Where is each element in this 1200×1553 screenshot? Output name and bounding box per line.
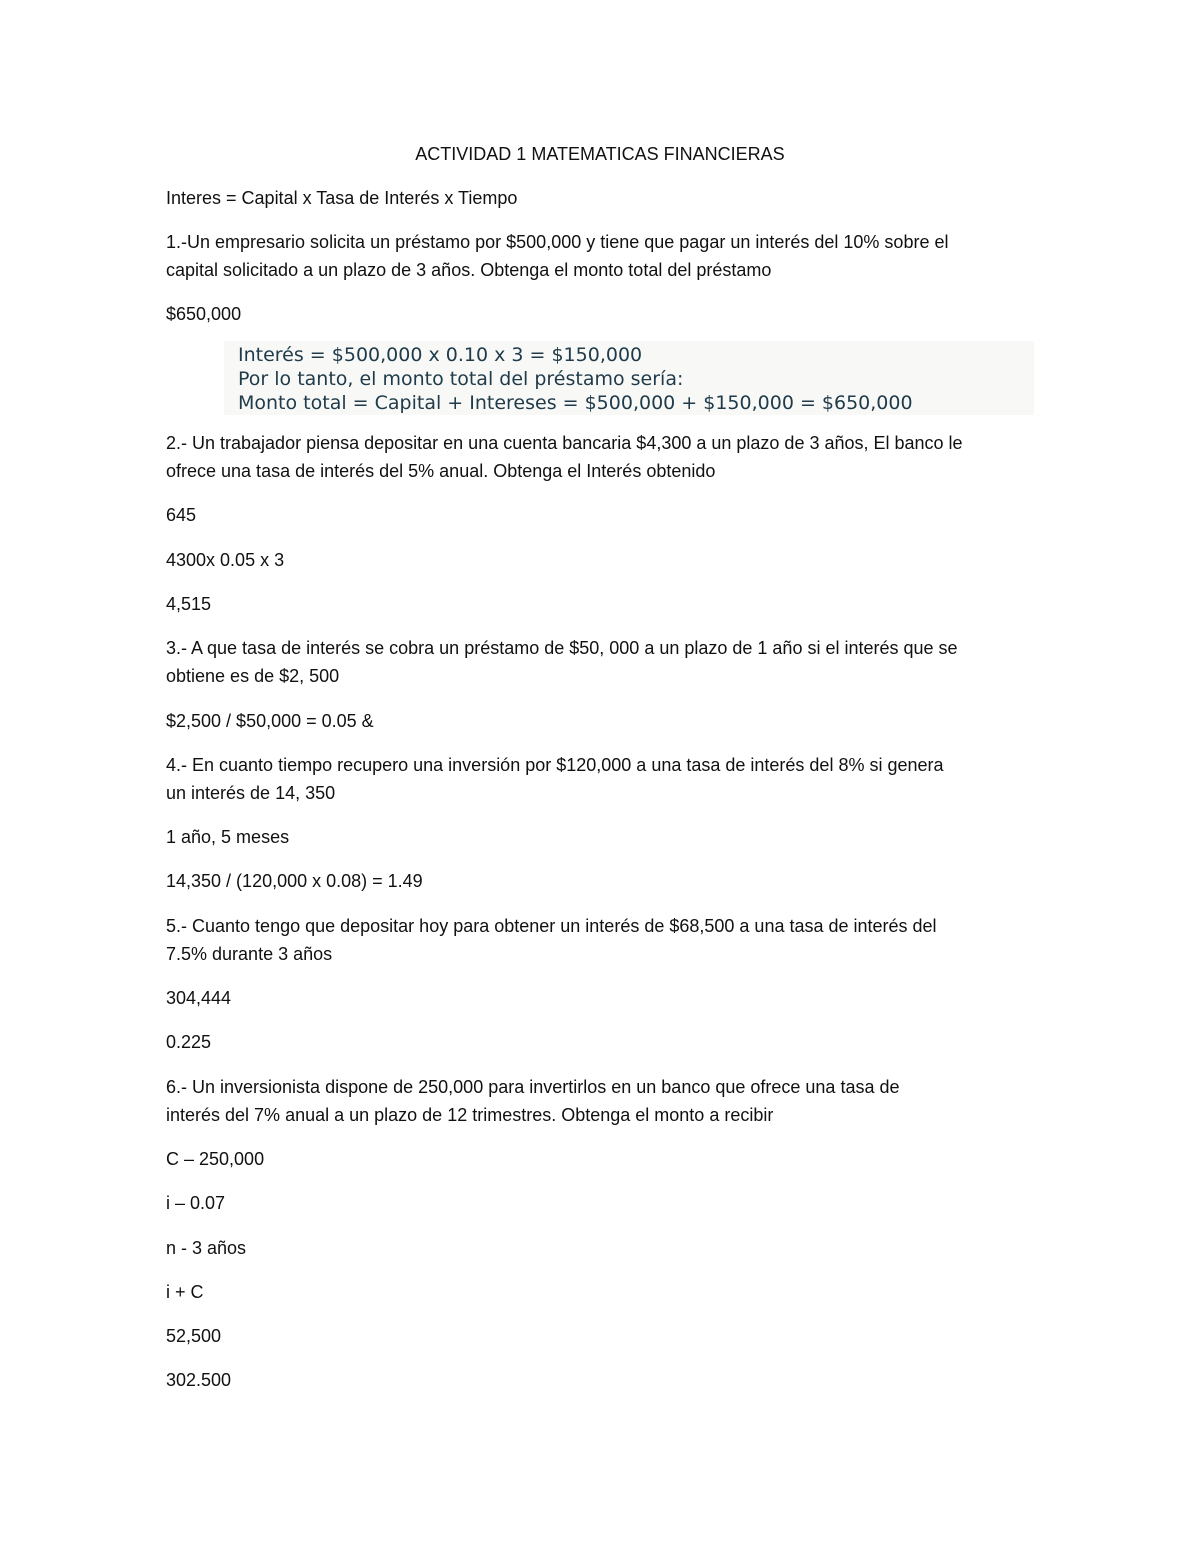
question-2-answer-2: 4300x 0.05 x 3 bbox=[166, 550, 285, 570]
question-3-line-2: obtiene es de $2, 500 bbox=[166, 666, 340, 686]
question-6-line-2: interés del 7% anual a un plazo de 12 trimestres. Obtenga el monto a recibir bbox=[166, 1105, 774, 1125]
question-2-line-2: ofrece una tasa de interés del 5% anual. Obtenga el Interés obtenido bbox=[166, 461, 716, 481]
question-4-answer-2: 14,350 / (120,000 x 0.08) = 1.49 bbox=[166, 871, 423, 891]
explanation-line-3: Monto total = Capital + Intereses = $500,000 + $150,000 = $650,000 bbox=[238, 392, 913, 414]
question-3-answer: $2,500 / $50,000 = 0.05 & bbox=[166, 711, 374, 731]
document-title: ACTIVIDAD 1 MATEMATICAS FINANCIERAS bbox=[415, 144, 785, 164]
explanation-line-2: Por lo tanto, el monto total del préstamo sería: bbox=[238, 368, 684, 390]
question-4-line-1: 4.- En cuanto tiempo recupero una inversión por $120,000 a una tasa de interés del 8% si genera bbox=[166, 755, 944, 775]
question-5-answer-1: 304,444 bbox=[166, 988, 232, 1008]
question-6-answer-4: i + C bbox=[166, 1282, 204, 1302]
question-1-line-1: 1.-Un empresario solicita un préstamo por $500,000 y tiene que pagar un interés del 10% sobre el bbox=[166, 232, 949, 252]
formula-line: Interes = Capital x Tasa de Interés x Tiempo bbox=[166, 188, 518, 208]
question-3-line-1: 3.- A que tasa de interés se cobra un préstamo de $50, 000 a un plazo de 1 año si el interés que se bbox=[166, 638, 958, 658]
question-1-line-2: capital solicitado a un plazo de 3 años. Obtenga el monto total del préstamo bbox=[166, 260, 772, 280]
question-2-answer-1: 645 bbox=[166, 505, 197, 525]
question-6-answer-5: 52,500 bbox=[166, 1326, 222, 1346]
question-2-answer-3: 4,515 bbox=[166, 594, 212, 614]
question-5-line-2: 7.5% durante 3 años bbox=[166, 944, 333, 964]
question-5-answer-2: 0.225 bbox=[166, 1032, 212, 1052]
question-1-answer: $650,000 bbox=[166, 304, 242, 324]
question-4-line-2: un interés de 14, 350 bbox=[166, 783, 336, 803]
question-5-line-1: 5.- Cuanto tengo que depositar hoy para obtener un interés de $68,500 a una tasa de interés del bbox=[166, 916, 937, 936]
question-6-answer-1: C – 250,000 bbox=[166, 1149, 265, 1169]
question-6-answer-2: i – 0.07 bbox=[166, 1193, 226, 1213]
question-6-line-1: 6.- Un inversionista dispone de 250,000 para invertirlos en un banco que ofrece una tasa de bbox=[166, 1077, 900, 1097]
question-1-explanation-box bbox=[224, 341, 1034, 415]
question-4-answer-1: 1 año, 5 meses bbox=[166, 827, 290, 847]
question-2-line-1: 2.- Un trabajador piensa depositar en una cuenta bancaria $4,300 a un plazo de 3 años, El banco le bbox=[166, 433, 963, 453]
explanation-line-1: Interés = $500,000 x 0.10 x 3 = $150,000 bbox=[238, 344, 643, 366]
question-6-answer-6: 302.500 bbox=[166, 1370, 232, 1390]
question-6-answer-3: n - 3 años bbox=[166, 1238, 247, 1258]
